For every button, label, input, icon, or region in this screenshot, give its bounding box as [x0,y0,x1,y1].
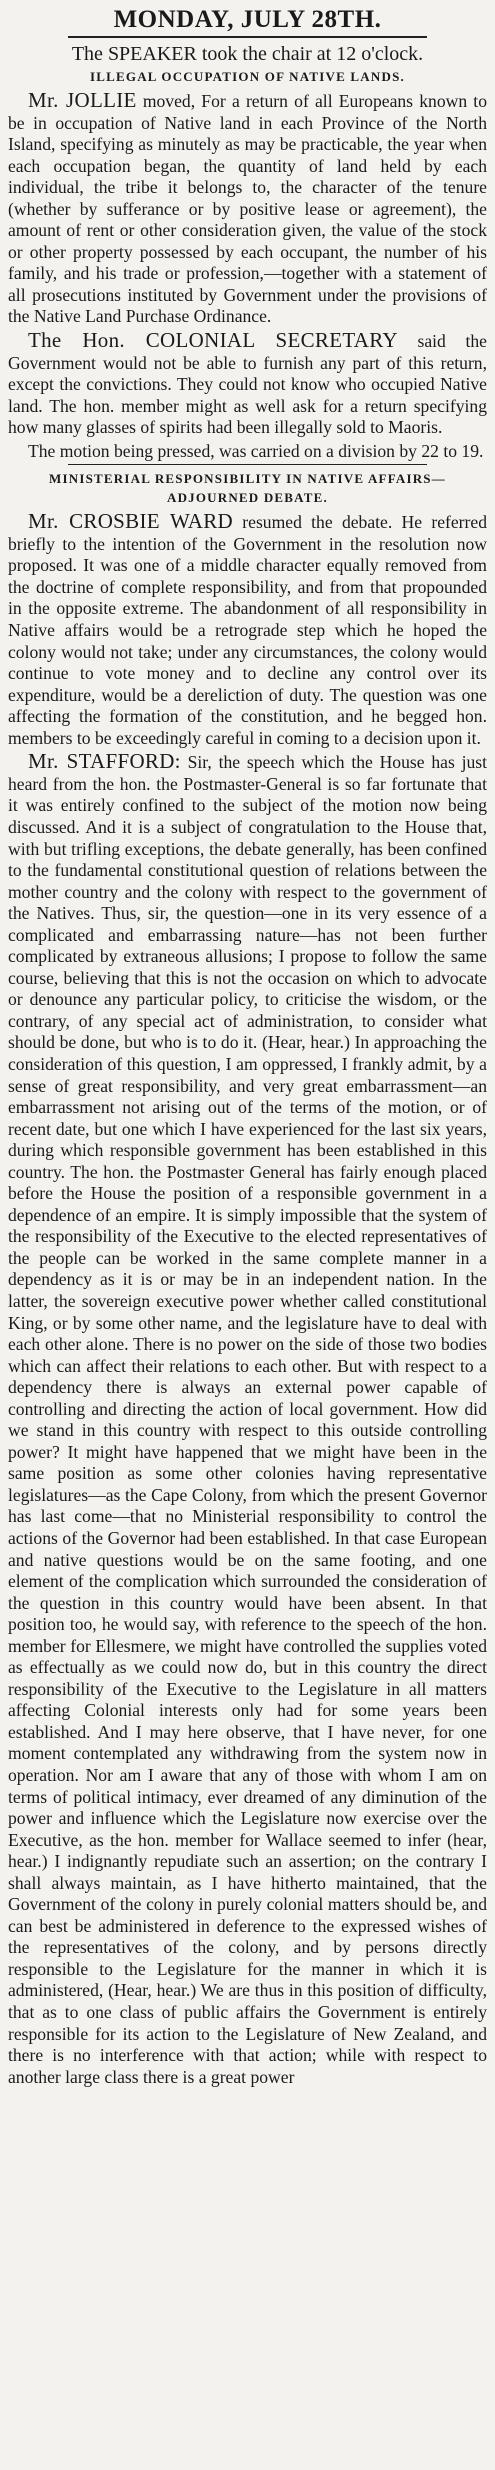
paragraph-jollie [8,90,487,328]
paragraph-text: The motion being pressed, was carried on a division by 22 to 19. [28,440,484,461]
opening-line: The SPEAKER took the chair at 12 o'clock. [71,43,424,65]
speaker-name: The Hon. COLONIAL SECRETARY [28,328,398,353]
dateline: MONDAY, JULY 28TH. [113,6,382,33]
speaker-name: Mr. CROSBIE WARD [28,509,233,534]
paragraph-colonial-secretary [8,330,487,439]
paragraph-crosbie-ward [8,511,487,749]
dateline-rule [68,36,427,38]
speaker-name: Mr. JOLLIE [28,88,137,112]
paragraph-text: said the Government would not be able to furnish any part of this return, except the convictions. They could not know who occupied Native land. The hon. member might as well ask for a return specifying how many glasses of spirits had been illegally sold to Maoris. [8,331,487,438]
section-heading-illegal-occupation: ILLEGAL OCCUPATION OF NATIVE LANDS. [90,69,405,84]
paragraph-stafford [8,751,487,2088]
paragraph-text: resumed the debate. He referred briefly to the intention of the Government in the resolution now proposed. It was one of a middle character equally removed from the doctrine of complete responsibility, and from that propounded in the opposite extreme. The abandonment of all responsibility in Native affairs would be a retrograde step which he hoped the colony would not take; under any circumstances, the colony would continue to vote money and to decline any control over its expenditure, would be a dereliction of duty. The question was one affecting the formation of the constitution, and he begged hon. members to be exceedingly careful in coming to a decision upon it. [8,512,488,748]
paragraph-text: Sir, the speech which the House has just heard from the hon. the Postmaster-General is so far fortunate that it was entirely confined to the subject of the motion now being discussed. And it is a subject of congratulation to the House that, with but trifling exceptions, the debate generally, has been confined to the fundamental constitutional question of relations between the mother country and the colony with respect to the government of the Natives. Thus, sir, the question—one in its very essence of a complicated and embarrassing nature—has not been further complicated by extraneous allusions; I propose to follow the same course, believing that this is not the occasion on which to advocate or denounce any particular policy, to criticise the wisdom, or the contrary, of any special act of administration, to consider what should be done, but who is to do it. (Hear, hear.) In approaching the consideration of this question, I am oppressed, I frankly admit, by a sense of great responsibility, and very great embarrassment—an embarrassment not arising out of the terms of the motion, or of recent date, but one which I have experienced for the last six years, during which responsible government has been established in this country. The hon. the Postmaster General has fairly enough placed before the House the position of a responsible government in a dependence of an empire. It is simply impossible that the system of the responsibility of the Executive to the elected representatives of the people can be worked in the same complete manner in a dependency as it is or may be in an independent nation. In the latter, the sovereign executive power whether called constitutional King, or by some other name, and the legislature have to deal with each other alone. There is no power on the side of those two bodies which can affect their relations to each other. But with respect to a dependency there is always an external power capable of controlling and directing the action of local government. How did we stand in this country with respect to this outside controlling power? It might have happened that we might have been in the same position as some other colonies having representative legislatures—as the Cape Colony, from which the present Governor has last come—that no Ministerial responsibility to control the actions of the Governor had been established. In that case European and native questions would be on the same footing, and one element of the complication which surrounded the consideration of the question in this country would have been absent. In that position too, he would say, with reference to the speech of the hon. member for Ellesmere, we might have controlled the supplies voted as effectually as we could now do, but in this country the direct responsibility of the Executive to the Legislature in all matters affecting Colonial interests only had for some years been established. And I may here observe, that I have never, for one moment contemplated any withdrawing from the system now in operation. Nor am I aware that any of those with whom I am on terms of political intimacy, ever dreamed of any diminution of the power and influence which the Legislature now exercise over the Executive, as the hon. member for Wallace seemed to infer (hear, hear.) I indignantly repudiate such an assertion; on the contrary I shall always maintain, as I have hitherto maintained, that the Government of the colony in purely colonial matters should be, and can best be administered in deference to the expressed wishes of the representatives of the colony, and by persons directly responsible to the Legislature for the manner in which it is administered, (Hear, hear.) We are thus in this position of difficulty, that as to one class of public affairs the Government is entirely responsible for its action to the Legislature of New Zealand, and there is no interference with that action; while with respect to another large class there is a great power [8,752,487,2087]
section-divider [68,464,427,465]
speaker-name: Mr. STAFFORD: [28,749,181,774]
section-heading-ministerial-responsibility: MINISTERIAL RESPONSIBILITY IN NATIVE AFFAIRS—ADJOURNED DEBATE. [49,471,446,506]
paragraph-text: moved, For a return of all Europeans known to be in occupation of Native land in each Province of the North Island, specifying as minutely as may be practicable, the year when each occupation began, the quantity of land held by each individual, the tribe it belongs to, the character of the tenure (whether by sufferance or by positive lease or agreement), the amount of rent or other consideration given, the value of the stock or other property possessed by each occupant, the number of his family, and his trade or profession,—together with a statement of all prosecutions instituted by Government under the provisions of the Native Land Purchase Ordinance. [8,91,487,327]
paragraph-division-result [8,441,487,463]
